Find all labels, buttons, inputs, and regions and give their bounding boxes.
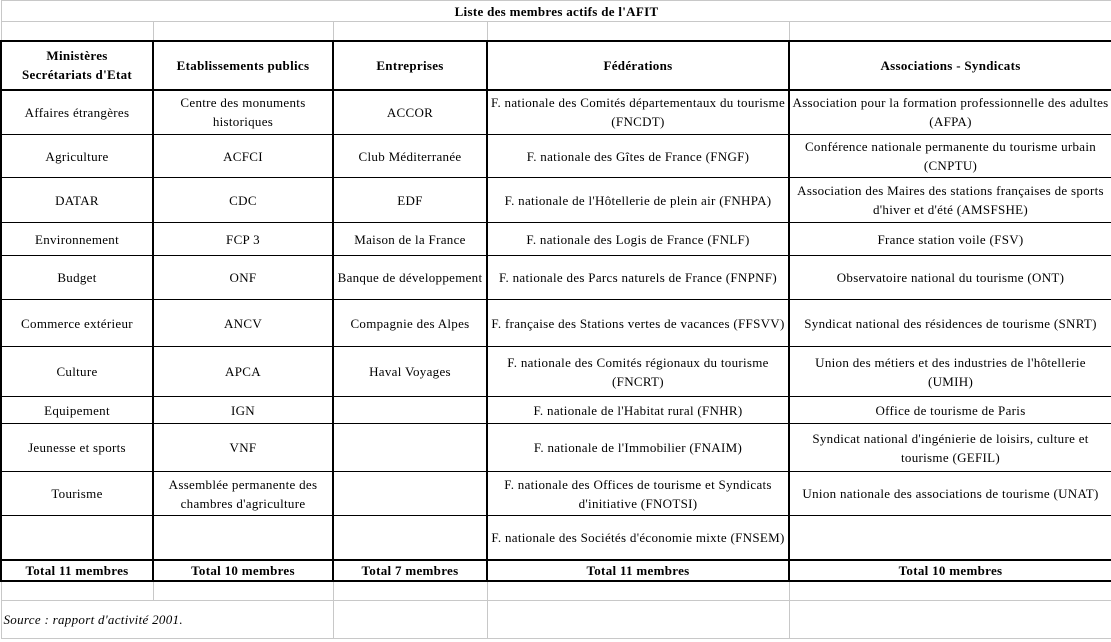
cell-etablissement: ACFCI (153, 135, 333, 178)
header-line: Ministères (46, 48, 108, 63)
header-line: Entreprises (376, 57, 444, 73)
source-note: Source : rapport d'activité 2001. (1, 601, 333, 639)
cell-association: Office de tourisme de Paris (789, 397, 1111, 424)
table-row (1, 135, 1111, 178)
table-row (1, 90, 1111, 135)
cell-federation: F. nationale de l'Habitat rural (FNHR) (487, 397, 789, 424)
cell-etablissement: Centre des monuments historiques (153, 90, 333, 135)
cell-entreprise: Maison de la France (333, 223, 487, 256)
cell-etablissement: ANCV (153, 300, 333, 347)
header-ministeres (1, 41, 153, 90)
header-line: Associations - Syndicats (880, 57, 1021, 73)
cell-federation: F. nationale des Logis de France (FNLF) (487, 223, 789, 256)
cell-entreprise: EDF (333, 178, 487, 223)
cell-association: Union nationale des associations de tourisme (UNAT) (789, 472, 1111, 516)
cell-association: France station voile (FSV) (789, 223, 1111, 256)
cell-association: Union des métiers et des industries de l'hôtellerie (UMIH) (789, 347, 1111, 397)
table-row (1, 178, 1111, 223)
cell-ministere: Agriculture (1, 135, 153, 178)
cell-ministere: Budget (1, 256, 153, 300)
cell-association: Syndicat national d'ingénierie de loisirs, culture et tourisme (GEFIL) (789, 424, 1111, 472)
table-row (1, 472, 1111, 516)
total-cell: Total 10 membres (153, 560, 333, 581)
cell-entreprise (333, 472, 487, 516)
cell-etablissement: IGN (153, 397, 333, 424)
table-row (1, 424, 1111, 472)
cell-federation: F. nationale des Offices de tourisme et Syndicats d'initiative (FNOTSI) (487, 472, 789, 516)
spacer-row (1, 22, 1111, 41)
cell-etablissement: ONF (153, 256, 333, 300)
table-row (1, 347, 1111, 397)
total-cell: Total 10 membres (789, 560, 1111, 581)
total-cell: Total 11 membres (1, 560, 153, 581)
cell-etablissement: VNF (153, 424, 333, 472)
cell-association (789, 516, 1111, 560)
total-cell: Total 11 membres (487, 560, 789, 581)
cell-federation: F. nationale de l'Immobilier (FNAIM) (487, 424, 789, 472)
cell-ministere (1, 516, 153, 560)
header-associations (789, 41, 1111, 90)
cell-ministere: DATAR (1, 178, 153, 223)
cell-association: Observatoire national du tourisme (ONT) (789, 256, 1111, 300)
cell-ministere: Equipement (1, 397, 153, 424)
cell-ministere: Environnement (1, 223, 153, 256)
table-row (1, 223, 1111, 256)
cell-etablissement: CDC (153, 178, 333, 223)
source-row (1, 601, 1111, 639)
cell-federation: F. nationale de l'Hôtellerie de plein air (FNHPA) (487, 178, 789, 223)
table-row (1, 300, 1111, 347)
cell-entreprise (333, 397, 487, 424)
totals-row (1, 560, 1111, 581)
header-line: Secrétariats d'Etat (21, 67, 133, 82)
header-line: Fédérations (603, 57, 673, 73)
table-row (1, 397, 1111, 424)
cell-federation: F. nationale des Comités départementaux du tourisme (FNCDT) (487, 90, 789, 135)
spacer-row (1, 581, 1111, 601)
header-federations (487, 41, 789, 90)
header-entreprises (333, 41, 487, 90)
cell-entreprise: Compagnie des Alpes (333, 300, 487, 347)
cell-federation: F. française des Stations vertes de vacances (FFSVV) (487, 300, 789, 347)
cell-entreprise: ACCOR (333, 90, 487, 135)
cell-ministere: Culture (1, 347, 153, 397)
header-row (1, 41, 1111, 90)
sheet-title: Liste des membres actifs de l'AFIT (1, 1, 1111, 22)
header-line: Etablissements publics (176, 57, 310, 73)
cell-association: Association pour la formation professionnelle des adultes (AFPA) (789, 90, 1111, 135)
cell-federation: F. nationale des Sociétés d'économie mixte (FNSEM) (487, 516, 789, 560)
cell-association: Conférence nationale permanente du tourisme urbain (CNPTU) (789, 135, 1111, 178)
cell-entreprise: Banque de développement (333, 256, 487, 300)
table-row (1, 516, 1111, 560)
cell-federation: F. nationale des Gîtes de France (FNGF) (487, 135, 789, 178)
cell-entreprise (333, 424, 487, 472)
cell-entreprise: Club Méditerranée (333, 135, 487, 178)
cell-entreprise: Haval Voyages (333, 347, 487, 397)
cell-ministere: Tourisme (1, 472, 153, 516)
header-etablissements (153, 41, 333, 90)
cell-federation: F. nationale des Comités régionaux du tourisme (FNCRT) (487, 347, 789, 397)
cell-etablissement: APCA (153, 347, 333, 397)
total-cell: Total 7 membres (333, 560, 487, 581)
cell-ministere: Jeunesse et sports (1, 424, 153, 472)
cell-etablissement: FCP 3 (153, 223, 333, 256)
title-row (1, 1, 1111, 22)
cell-ministere: Affaires étrangères (1, 90, 153, 135)
cell-entreprise (333, 516, 487, 560)
cell-association: Syndicat national des résidences de tourisme (SNRT) (789, 300, 1111, 347)
cell-association: Association des Maires des stations françaises de sports d'hiver et d'été (AMSFSHE) (789, 178, 1111, 223)
cell-etablissement: Assemblée permanente des chambres d'agriculture (153, 472, 333, 516)
cell-ministere: Commerce extérieur (1, 300, 153, 347)
cell-etablissement (153, 516, 333, 560)
cell-federation: F. nationale des Parcs naturels de France (FNPNF) (487, 256, 789, 300)
table-row (1, 256, 1111, 300)
